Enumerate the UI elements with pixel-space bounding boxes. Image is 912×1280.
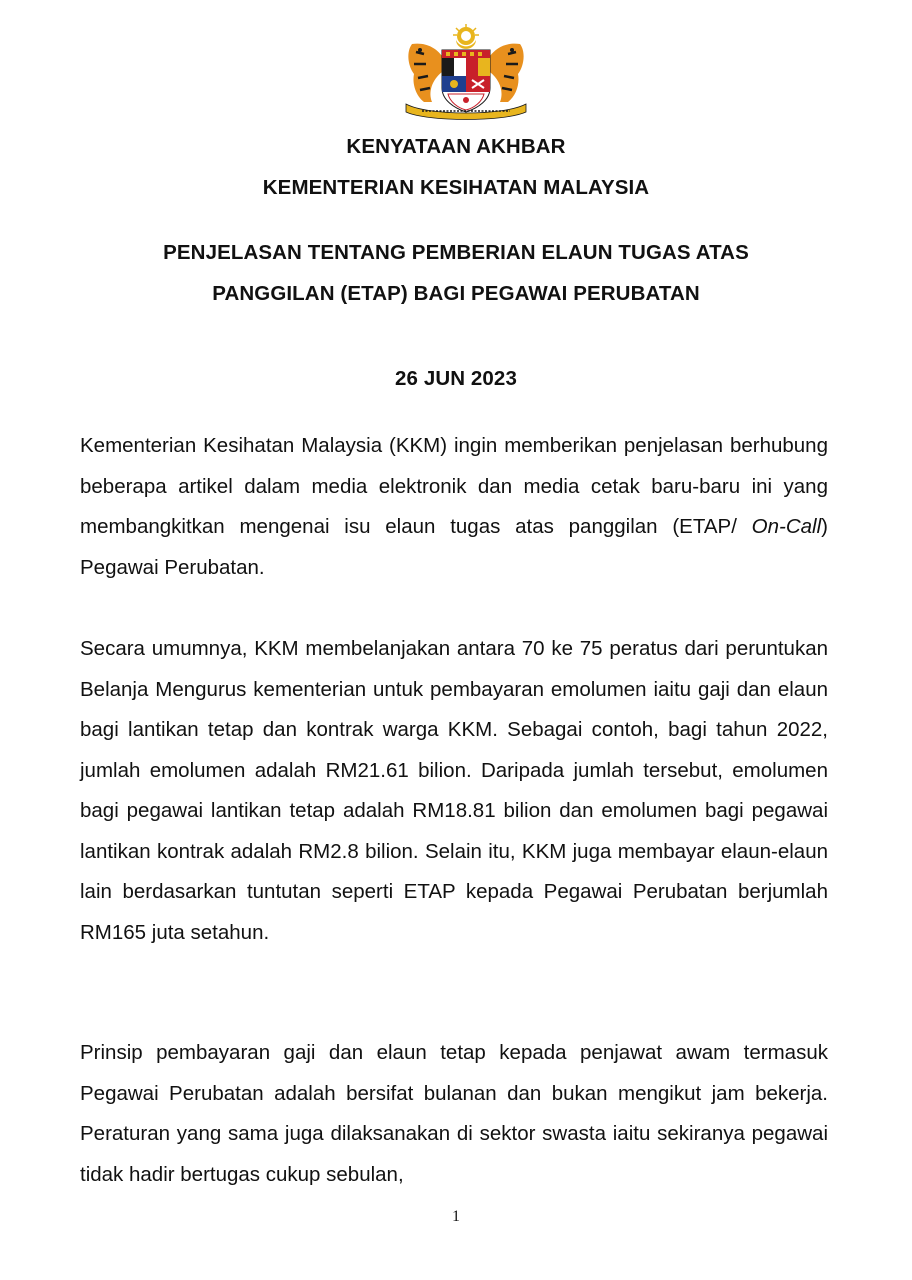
crest-tiger-right [490, 44, 524, 102]
crest-shield [442, 50, 490, 112]
malaysia-coat-of-arms-icon [398, 22, 534, 122]
paragraph-2-text: Secara umumnya, KKM membelanjakan antara 70 ke 75 peratus dari peruntukan Belanja Mengurus kementerian untuk pembayaran emolumen iaitu gaji dan elaun bagi lantikan tetap dan kontrak warga KKM. Sebagai contoh, bagi tahun 2022, jumlah emolumen adalah RM21.61 bilion. Daripada jumlah tersebut, emolumen bagi pegawai lantikan tetap adalah RM18.81 bilion dan emolumen bagi pegawai lantikan kontrak adalah RM2.8 bilion. Selain itu, KKM juga membayar elaun-elaun lain berdasarkan tuntutan seperti ETAP kepada Pegawai Perubatan berjumlah RM165 juta setahun. [80, 637, 828, 944]
paragraph-1-text-a: Kementerian Kesihatan Malaysia (KKM) ingin memberikan penjelasan berhubung beberapa artikel dalam media elektronik dan media cetak baru-baru ini yang membangkitkan mengenai isu elaun tugas atas panggilan (ETAP/ [80, 434, 828, 538]
paragraph-3 [80, 1033, 828, 1195]
crest-sun [453, 24, 479, 49]
subject-line-1: PENJELASAN TENTANG PEMBERIAN ELAUN TUGAS ATAS [163, 241, 749, 264]
subject-line-2: PANGGILAN (ETAP) BAGI PEGAWAI PERUBATAN [212, 282, 700, 305]
ministry-name: KEMENTERIAN KESIHATAN MALAYSIA [262, 176, 650, 199]
crest-tiger-left [408, 44, 442, 102]
paragraph-1-italic: On-Call [751, 515, 822, 538]
paragraph-3-text: Prinsip pembayaran gaji dan elaun tetap kepada penjawat awam termasuk Pegawai Perubatan adalah bersifat bulanan dan bukan mengikut jam bekerja. Peraturan yang sama juga dilaksanakan di sektor swasta iaitu sekiranya pegawai tidak hadir bertugas cukup sebulan, [80, 1041, 828, 1186]
release-date: 26 JUN 2023 [395, 367, 517, 390]
paragraph-1 [80, 426, 828, 588]
paragraph-1-text-b: ) Pegawai Perubatan. [80, 515, 828, 579]
paragraph-2 [80, 629, 828, 953]
page-number: 1 [452, 1208, 460, 1225]
release-title: KENYATAAN AKHBAR [346, 135, 566, 158]
